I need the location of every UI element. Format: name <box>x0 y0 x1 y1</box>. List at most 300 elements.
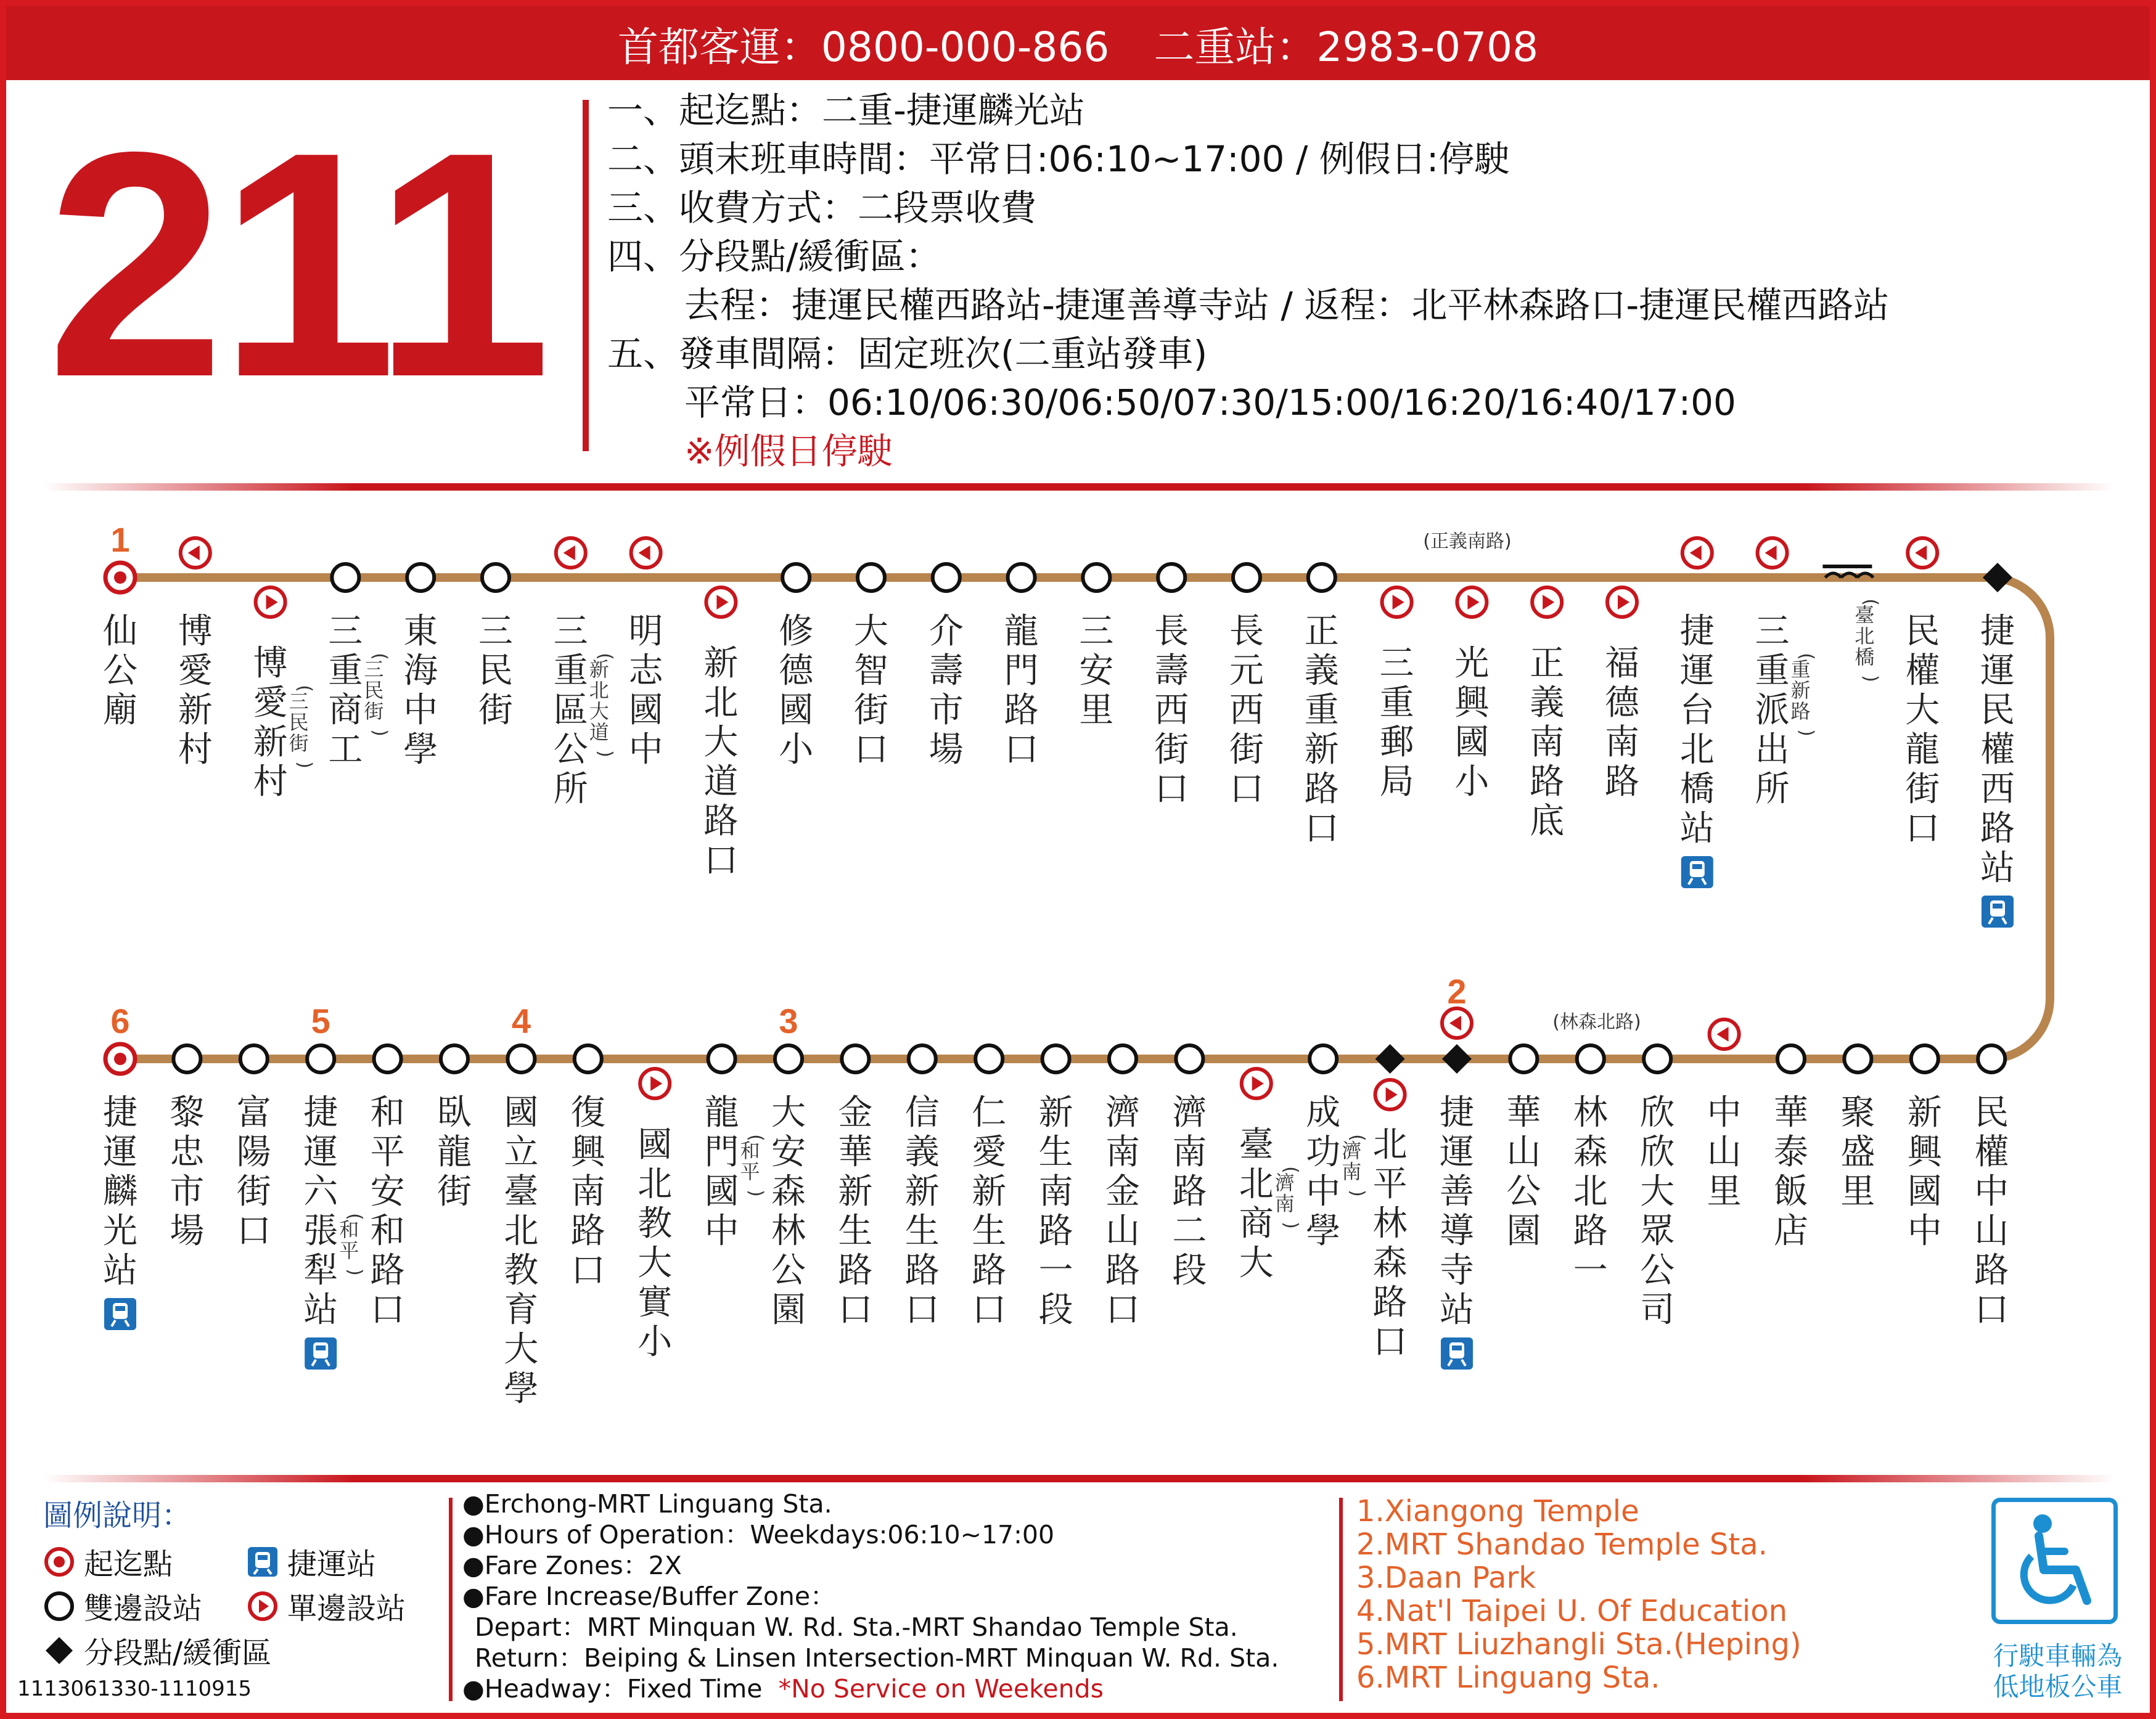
note-char: 路 <box>1790 700 1811 723</box>
stop-name-char: 安 <box>1079 651 1114 691</box>
note-paren: ( <box>1279 1166 1301 1174</box>
stop-name-char: 口 <box>904 1290 940 1330</box>
return-stops <box>103 972 2009 1409</box>
stop[interactable] <box>905 1045 940 1330</box>
stop[interactable] <box>1530 587 1564 841</box>
stop-name-char: 台 <box>1679 690 1715 730</box>
stop-name-char: 街 <box>1229 730 1264 770</box>
mrt-icon <box>305 1337 337 1370</box>
stop-name-char: 所 <box>1755 769 1790 809</box>
footer-divider-1 <box>449 1498 453 1701</box>
stop[interactable] <box>629 538 664 770</box>
stop-name-char: 村 <box>253 762 288 802</box>
stop[interactable] <box>1640 1045 1674 1330</box>
stop[interactable] <box>1980 563 2015 928</box>
stop-name-char: 三 <box>553 611 588 651</box>
stop-name-char: 重 <box>553 651 588 691</box>
stop-note <box>364 653 390 737</box>
info-headway: 五、發車間隔：固定班次(二重站發車) <box>607 333 1208 375</box>
stop-name-char: 西 <box>1154 690 1189 730</box>
note-paren: ) <box>293 761 316 769</box>
both-sides-stop-icon <box>1844 1045 1871 1072</box>
stop-name-char: 大 <box>771 1093 806 1133</box>
both-sides-stop-icon <box>858 564 885 591</box>
stop-name-char: 國 <box>1907 1172 1942 1212</box>
stop-name-char: 街 <box>854 690 888 730</box>
stop-name-char: 新 <box>1907 1093 1942 1133</box>
stop-name-char: 里 <box>1840 1172 1875 1212</box>
terminal-stop-center <box>114 571 126 584</box>
stop-name-char: 底 <box>1530 801 1565 841</box>
stop[interactable] <box>504 1002 538 1409</box>
stop-name-char: 新 <box>1304 730 1339 770</box>
stop-name-char: 德 <box>1605 683 1639 723</box>
stop-name-char: 街 <box>1905 769 1940 809</box>
stop-name-char: 路 <box>972 1251 1007 1291</box>
stop-name-char: 口 <box>854 730 888 770</box>
stop-name-char: 重 <box>1304 690 1339 730</box>
stop-name-char: 中 <box>1907 1211 1942 1251</box>
stop-name-char: 教 <box>637 1204 673 1244</box>
note-paren: ) <box>344 1268 366 1276</box>
stop-name-char: 站 <box>303 1290 338 1330</box>
both-sides-stop-icon <box>173 1045 200 1072</box>
mrt-icon <box>1681 856 1713 888</box>
both-sides-stop-icon <box>1109 1045 1136 1072</box>
stop[interactable] <box>1172 1045 1207 1291</box>
stop-name-char: 安 <box>771 1132 806 1172</box>
zone-number: 5 <box>311 1002 330 1040</box>
stop-name-char: 局 <box>1379 762 1414 802</box>
both-sides-stop-icon <box>1510 1045 1537 1072</box>
stop-name-char: 大 <box>703 722 739 762</box>
stop-name-char: 龍 <box>437 1132 472 1172</box>
stop[interactable] <box>328 564 390 770</box>
stop-name-char: 大 <box>1239 1243 1274 1283</box>
stop[interactable] <box>1974 1045 2009 1330</box>
note-paren: ( <box>293 685 316 692</box>
info-hours: 二、頭末班車時間：平常日:06:10~17:00 / 例假日:停駛 <box>607 138 1510 180</box>
stop-name-char: 南 <box>1172 1132 1207 1172</box>
stop-name-char: 北 <box>1679 730 1715 770</box>
stop[interactable] <box>1229 564 1264 809</box>
both-sides-stop-icon <box>1008 564 1035 591</box>
stop-note <box>740 1134 767 1197</box>
stop-name-char: 修 <box>779 611 814 651</box>
stop-name-char: 華 <box>838 1132 873 1172</box>
stop-name-char: 重 <box>1755 651 1790 691</box>
stop-name-char: 華 <box>1506 1093 1541 1133</box>
stop-name-char: 學 <box>504 1369 539 1409</box>
stop-note <box>1342 1134 1368 1197</box>
stop-name-char: 和 <box>370 1093 405 1133</box>
stop-name-char: 欣 <box>1640 1093 1675 1133</box>
stop[interactable] <box>637 1069 673 1362</box>
stop-name-char: 北 <box>1573 1172 1608 1212</box>
stop-name-char: 口 <box>838 1290 873 1330</box>
note-char: 橋 <box>1855 645 1875 669</box>
stop-name-char: 口 <box>1905 809 1940 849</box>
stop-name-char: 路 <box>1304 769 1339 809</box>
stop[interactable] <box>178 538 213 770</box>
stop-name-char: 立 <box>504 1132 539 1172</box>
stop[interactable] <box>103 1002 137 1330</box>
stop-name-char: 一 <box>1573 1251 1608 1291</box>
stop-name-char: 門 <box>1004 651 1039 691</box>
stop-name-char: 大 <box>854 611 888 651</box>
stop-name-char: 長 <box>1229 611 1264 651</box>
stop[interactable] <box>1373 1044 1408 1362</box>
document-code: 1113061330-1110915 <box>17 1676 252 1701</box>
stop-name-char: 商 <box>328 690 363 730</box>
stop[interactable] <box>103 520 137 730</box>
stop[interactable] <box>1305 564 1339 849</box>
stop-name-char: 場 <box>928 730 964 770</box>
stop-name-char: 北 <box>504 1211 539 1251</box>
wheelchair-icon <box>1991 1498 2118 1624</box>
both-sides-stop-icon <box>441 1045 468 1072</box>
both-sides-stop-icon <box>1978 1045 2005 1072</box>
stop-name-char: 站 <box>1679 809 1715 849</box>
both-sides-stop-icon <box>575 1045 602 1072</box>
stop-name-char: 公 <box>1506 1172 1541 1212</box>
stop-name-char: 二 <box>1172 1211 1207 1251</box>
stop-name-char: 學 <box>403 730 438 770</box>
stop-name-char: 口 <box>703 841 739 881</box>
stop[interactable] <box>1905 538 1940 849</box>
stop-name-char: 口 <box>236 1211 271 1251</box>
stop-note <box>1275 1166 1301 1229</box>
stop-name-char: 民 <box>1905 611 1940 651</box>
stop[interactable] <box>1840 1045 1875 1212</box>
note-char: 道 <box>589 721 609 744</box>
stop-name-char: 海 <box>403 651 438 691</box>
stop-name-char: 濟 <box>1105 1093 1140 1133</box>
stop-name-char: 南 <box>570 1172 605 1212</box>
stop[interactable] <box>371 1045 405 1330</box>
stop-name-char: 路 <box>1980 809 2015 849</box>
stop-name-char: 口 <box>972 1290 1007 1330</box>
stop-note <box>589 653 616 757</box>
both-sides-stop-icon <box>1577 1045 1604 1072</box>
stop[interactable] <box>929 564 964 770</box>
stop[interactable] <box>1822 566 1881 682</box>
stop-name-char: 山 <box>1105 1211 1140 1251</box>
stop-name-char: 一 <box>1038 1251 1073 1291</box>
stop-name-char: 里 <box>1707 1172 1742 1212</box>
note-paren: ( <box>594 653 616 660</box>
stop-name-char: 路 <box>1605 762 1639 802</box>
stop-name-char: 福 <box>1605 643 1639 684</box>
stop-name-char: 街 <box>1154 730 1189 770</box>
note-char: 三 <box>364 658 384 681</box>
stop-name-char: 村 <box>178 730 213 770</box>
stop[interactable] <box>703 587 738 881</box>
note-paren: ( <box>369 653 391 660</box>
stop-name-char: 志 <box>628 651 663 691</box>
stop[interactable] <box>705 1045 767 1251</box>
stop-name-char: 所 <box>553 769 588 809</box>
stop-name-char: 生 <box>838 1211 873 1251</box>
stop[interactable] <box>1774 1045 1808 1251</box>
stop-name-char: 口 <box>370 1290 405 1330</box>
stop-name-char: 忠 <box>170 1132 205 1172</box>
stop-name-char: 泰 <box>1774 1132 1808 1172</box>
zone-diamond-icon <box>1375 1044 1405 1074</box>
stop-name-char: 聚 <box>1840 1093 1875 1133</box>
stop-name-char: 公 <box>103 651 137 691</box>
stop-name-char: 導 <box>1440 1211 1474 1251</box>
route-number: 211 <box>46 86 546 444</box>
both-sides-stop-icon <box>307 1045 334 1072</box>
stop[interactable] <box>1573 1045 1608 1291</box>
note-char: 新 <box>1790 679 1811 702</box>
note-char: 臺 <box>1855 603 1875 627</box>
stop-name-char: 民 <box>478 651 513 691</box>
stop-name-char: 北 <box>1372 1125 1408 1165</box>
stop[interactable] <box>1154 564 1189 809</box>
both-sides-stop-icon <box>1777 1045 1805 1072</box>
low-floor-label: 行駛車輛為 低地板公車 <box>1993 1641 2123 1702</box>
stop-name-char: 權 <box>1980 730 2015 770</box>
legend <box>43 1492 413 1682</box>
stop[interactable] <box>771 1002 806 1330</box>
both-sides-stop-icon <box>407 564 434 591</box>
stop-name-char: 愛 <box>972 1132 1007 1172</box>
stop-name-char: 新 <box>838 1172 873 1212</box>
note-paren: ) <box>1279 1222 1301 1229</box>
zone-diamond-icon <box>1442 1044 1472 1074</box>
footer-divider-2 <box>1339 1498 1343 1701</box>
stop-name-char: 興 <box>570 1132 605 1172</box>
stop[interactable] <box>437 1045 472 1212</box>
note-paren: ( <box>1859 598 1882 606</box>
stop-name-char: 義 <box>1304 651 1339 691</box>
both-sides-stop-icon <box>1043 1045 1070 1072</box>
stop-name-char: 國 <box>637 1125 673 1165</box>
stop-name-char: 捷 <box>103 1093 137 1133</box>
both-sides-stop-icon <box>1233 564 1260 591</box>
stop[interactable] <box>1908 1045 1944 1251</box>
stop-name-char: 和 <box>370 1211 405 1251</box>
stop[interactable] <box>1105 1045 1140 1330</box>
stop-name-char: 路 <box>570 1211 605 1251</box>
english-info: ●Erchong-MRT Linguang Sta. ●Hours of Operation：Weekdays:06:10~17:00 ●Fare Zones：2X ●Fare Increase/Buffer Zone： Depart：MRT Minquan W. Rd. Sta.-MRT Shandao Temple Sta. Return：Beiping & Linsen Intersection-MRT Minquan W. Rd. Sta. ●Headway：Fixed Time *No Service on Weekends <box>462 1489 1279 1704</box>
stop-name-char: 黎 <box>170 1093 205 1133</box>
stop[interactable] <box>972 1045 1006 1330</box>
stop[interactable] <box>1239 1069 1301 1283</box>
stop-name-char: 臺 <box>504 1172 539 1212</box>
stop-name-char: 龍 <box>704 1093 739 1133</box>
stop-name-char: 森 <box>1372 1243 1408 1283</box>
stop-name-char: 運 <box>1679 651 1715 691</box>
stop[interactable] <box>1039 1045 1073 1330</box>
stop-name-char: 出 <box>1755 730 1790 770</box>
note-paren: ) <box>1346 1190 1369 1197</box>
note-char: 和 <box>740 1139 760 1162</box>
both-sides-stop-icon <box>1310 1045 1337 1072</box>
stop-name-char: 實 <box>637 1283 673 1323</box>
both-sides-stop-icon <box>909 1045 936 1072</box>
stop-name-char: 復 <box>570 1093 605 1133</box>
stop-name-char: 路 <box>1004 690 1039 730</box>
stop-name-char: 街 <box>478 690 513 730</box>
stop-name-char: 林 <box>771 1211 806 1251</box>
stop-name-char: 龍 <box>1905 730 1940 770</box>
stop-name-char: 麟 <box>103 1172 137 1212</box>
note-paren: ( <box>1346 1134 1369 1141</box>
stop-name-char: 愛 <box>253 683 288 723</box>
stop-name-char: 三 <box>1079 611 1114 651</box>
note-char: 濟 <box>1274 1171 1295 1194</box>
stop[interactable] <box>1680 538 1715 888</box>
stop-name-char: 段 <box>1172 1251 1207 1291</box>
stop-name-char: 博 <box>253 643 288 684</box>
note-paren: ) <box>1859 675 1882 682</box>
stop[interactable] <box>838 1045 872 1330</box>
stop[interactable] <box>1004 564 1039 770</box>
stop-name-char: 仁 <box>972 1093 1007 1133</box>
stop-name-char: 運 <box>103 1132 137 1172</box>
stop-name-char: 金 <box>1105 1172 1140 1212</box>
zone-number: 3 <box>779 1002 798 1040</box>
stop-name-char: 山 <box>1974 1211 2009 1251</box>
stop-name-char: 富 <box>236 1093 271 1133</box>
stop[interactable] <box>1380 587 1414 802</box>
stop-name-char: 平 <box>1372 1164 1408 1204</box>
company-phone: 首都客運：0800-000-866 <box>617 23 1110 71</box>
mrt-icon <box>1982 896 2014 928</box>
note-paren: ) <box>369 729 391 737</box>
stop-name-char: 里 <box>1079 690 1114 730</box>
stop-name-char: 正 <box>1304 611 1339 651</box>
both-sides-stop-icon <box>507 1045 535 1072</box>
stop-name-char: 興 <box>1454 683 1490 723</box>
stop[interactable] <box>253 587 316 802</box>
mrt-train-window <box>1993 904 2002 908</box>
stop-name-char: 中 <box>704 1211 739 1251</box>
stop[interactable] <box>403 564 438 770</box>
stop[interactable] <box>1605 587 1641 802</box>
stop-note <box>339 1213 366 1276</box>
stop-name-char: 捷 <box>1679 611 1715 651</box>
both-sides-stop-icon <box>1911 1045 1938 1072</box>
stop-name-char: 路 <box>1172 1172 1207 1212</box>
terminal-icon <box>43 1546 75 1578</box>
note-paren: ( <box>344 1213 366 1220</box>
zone-number: 2 <box>1447 972 1467 1011</box>
stop[interactable] <box>1707 1019 1742 1212</box>
zone-diamond-icon <box>1983 563 2012 592</box>
stop-name-char: 林 <box>1372 1204 1408 1244</box>
stop-name-char: 三 <box>328 611 363 651</box>
both-sides-stop-icon <box>775 1045 802 1072</box>
stop-name-char: 中 <box>628 730 663 770</box>
stop[interactable] <box>237 1045 271 1251</box>
stop-note <box>289 685 316 769</box>
info-zone-detail: 去程：捷運民權西路站-捷運善導寺站 / 返程：北平林森路口-捷運民權西路站 <box>684 284 1890 326</box>
mrt-icon <box>104 1298 136 1330</box>
stop-name-char: 口 <box>1229 769 1264 809</box>
both-sides-stop-icon <box>1176 1045 1203 1072</box>
stop-name-char: 山 <box>1506 1132 1541 1172</box>
stop-name-char: 道 <box>703 762 739 802</box>
stop-name-char: 口 <box>570 1251 605 1291</box>
stop-name-char: 郵 <box>1379 722 1414 762</box>
stop[interactable] <box>1079 564 1113 730</box>
stop[interactable] <box>478 564 513 730</box>
stop-name-char: 口 <box>1372 1322 1408 1362</box>
note-paren: ( <box>745 1134 767 1141</box>
depot-phone: 二重站：2983-0708 <box>1154 23 1539 71</box>
legend-mrt: 捷運站 <box>247 1540 376 1583</box>
stop-name-char: 口 <box>1154 769 1189 809</box>
stop-name-char: 路 <box>370 1251 405 1291</box>
info-weekend-notice: ※例假日停駛 <box>684 430 893 472</box>
stop-name-char: 南 <box>1038 1172 1073 1212</box>
stop-name-char: 路 <box>1038 1211 1073 1251</box>
stop-name-char: 平 <box>370 1132 405 1172</box>
stop-name-char: 中 <box>1306 1172 1341 1212</box>
note-paren: ( <box>1795 653 1818 660</box>
stop-name-char: 東 <box>403 611 438 651</box>
stop-name-char: 公 <box>771 1251 806 1291</box>
stop-name-char: 明 <box>628 611 663 651</box>
stop-name-char: 大 <box>1640 1172 1675 1212</box>
stop[interactable] <box>1454 587 1491 802</box>
stop-name-char: 欣 <box>1640 1132 1675 1172</box>
both-sides-stop-icon <box>975 1045 1002 1072</box>
stop-name-char: 元 <box>1229 651 1264 691</box>
stop-name-char: 國 <box>779 690 814 730</box>
stop-name-char: 小 <box>1454 762 1490 802</box>
stop-name-char: 大 <box>1905 690 1940 730</box>
both-sides-stop-icon <box>1158 564 1185 591</box>
stop[interactable] <box>854 564 888 770</box>
stop-name-char: 愛 <box>178 651 213 691</box>
stop[interactable] <box>1440 972 1474 1370</box>
stop-name-char: 國 <box>628 690 663 730</box>
road-label-linsen-north: (林森北路) <box>1552 1011 1641 1033</box>
stop[interactable] <box>170 1045 205 1251</box>
stop-name-char: 新 <box>904 1172 940 1212</box>
stop-name-char: 小 <box>779 730 814 770</box>
note-char: 濟 <box>1342 1139 1362 1162</box>
stop-name-char: 西 <box>1229 690 1264 730</box>
stop-name-char: 店 <box>1774 1211 1808 1251</box>
stop-name-char: 司 <box>1640 1290 1675 1330</box>
stop-name-char: 臥 <box>437 1093 472 1133</box>
stop[interactable] <box>571 1045 607 1291</box>
mrt-train-window <box>1692 864 1702 869</box>
stop-name-char: 捷 <box>1980 611 2015 651</box>
stop-name-char: 權 <box>1905 651 1940 691</box>
stop-name-char: 南 <box>1105 1132 1140 1172</box>
stop-name-char: 德 <box>779 651 814 691</box>
stop[interactable] <box>779 564 814 770</box>
zone-number: 1 <box>110 520 130 559</box>
stop-name-char: 育 <box>504 1290 539 1330</box>
info-zone-title: 四、分段點/緩衝區： <box>607 235 941 277</box>
stop-name-char: 博 <box>178 611 213 651</box>
zone-diamond-icon <box>43 1635 75 1667</box>
stop[interactable] <box>1306 1045 1368 1251</box>
stop[interactable] <box>1506 1045 1541 1251</box>
stop-name-char: 龍 <box>1004 611 1039 651</box>
note-char: 新 <box>589 658 609 681</box>
both-sides-stop-icon <box>708 1045 736 1072</box>
stop-name-char: 路 <box>838 1251 873 1291</box>
